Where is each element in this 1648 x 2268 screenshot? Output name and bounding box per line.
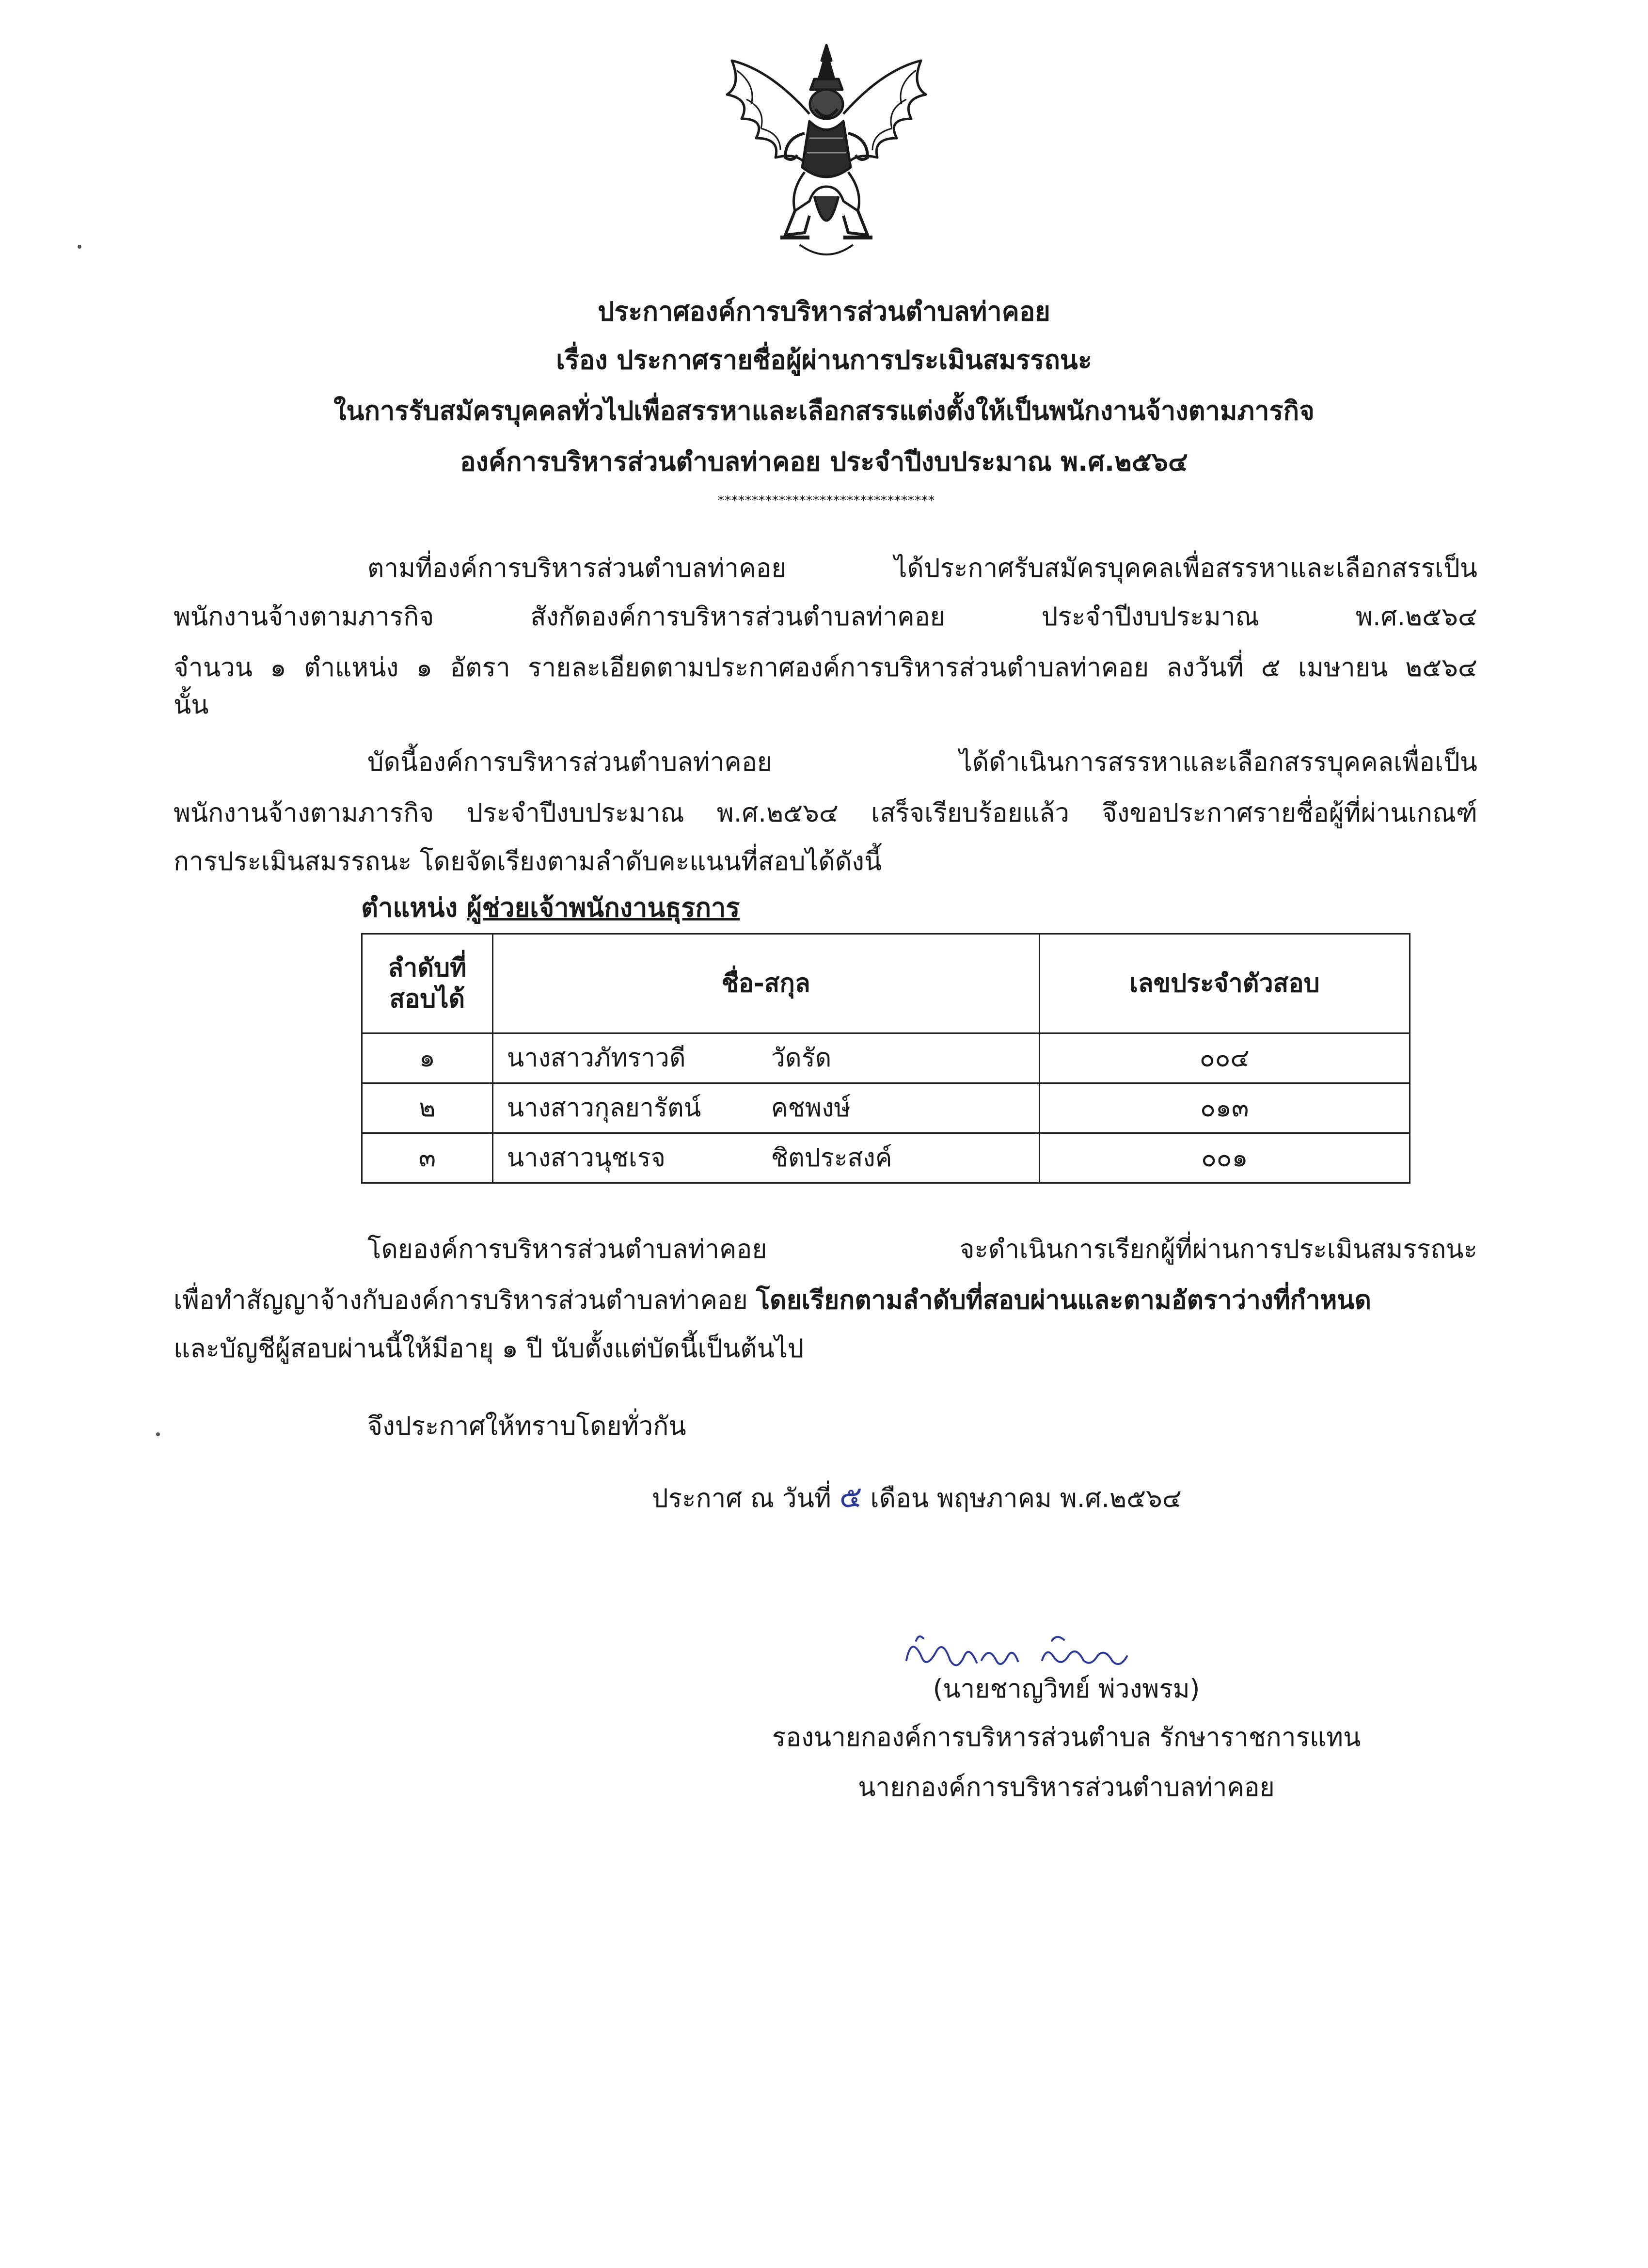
p1-line-1: ตามที่องค์การบริหารส่วนตำบลท่าคอย ได้ประกาศรับสมัครบุคคลเพื่อสรรหาและเลือกสรรเป็น: [367, 554, 1477, 583]
header-fiscal: องค์การบริหารส่วนตำบลท่าคอย ประจำปีงบประมาณ พ.ศ.๒๕๖๔: [460, 446, 1188, 477]
name-cell: [492, 1083, 1039, 1133]
first-name: นางสาวนุชเรจ: [507, 1143, 666, 1173]
last-name: ชิตประสงค์: [771, 1143, 892, 1173]
p1-line-3: จำนวน ๑ ตำแหน่ง ๑ อัตรา รายละเอียดตามประกาศองค์การบริหารส่วนตำบลท่าคอย ลงวันที่ ๕ เมษายน ๒๕๖๔: [174, 653, 1477, 682]
signer-name: (นายชาญวิทย์ พ่วงพรม): [933, 1674, 1200, 1704]
p2-line-3: การประเมินสมรรถนะ โดยจัดเรียงตามลำดับคะแนนที่สอบได้ดังนี้: [174, 847, 882, 876]
header-subject: เรื่อง ประกาศรายชื่อผู้ผ่านการประเมินสมรรถนะ: [556, 345, 1092, 375]
header-rank: [362, 934, 493, 1033]
announce-day: ๕: [839, 1479, 862, 1514]
closing-line: จึงประกาศให้ทราบโดยทั่วกัน: [367, 1412, 686, 1441]
p1-line-2: พนักงานจ้างตามภารกิจ สังกัดองค์การบริหารส่วนตำบลท่าคอย ประจำปีงบประมาณ พ.ศ.๒๕๖๔: [174, 602, 1477, 632]
scan-speck: [78, 245, 81, 249]
p3-line-2-bold: โดยเรียกตามลำดับที่สอบผ่านและตามอัตราว่างที่กำหนด: [756, 1285, 1372, 1315]
announce-date: [652, 1479, 1282, 1514]
p3-line-2: [174, 1286, 1477, 1315]
position-line: [361, 893, 740, 922]
exam-id-cell: ๐๐๔: [1039, 1033, 1410, 1083]
table-row: [362, 1033, 1410, 1083]
position-label: ตำแหน่ง: [361, 892, 458, 923]
position-name: ผู้ช่วยเจ้าพนักงานธุรการ: [466, 892, 740, 923]
table-header-row: [362, 934, 1410, 1033]
announce-prefix: ประกาศ ณ วันที่: [652, 1484, 840, 1513]
scan-speck: [156, 1432, 160, 1436]
p2-line-1: บัดนี้องค์การบริหารส่วนตำบลท่าคอย ได้ดำเนินการสรรหาและเลือกสรรบุคคลเพื่อเป็น: [367, 747, 1477, 777]
header-rank-line-2: สอบได้: [389, 984, 465, 1014]
header-name: ชื่อ-สกุล: [492, 934, 1039, 1033]
header-divider: ********************************: [718, 493, 935, 508]
p3-line-3: และบัญชีผู้สอบผ่านนี้ให้มีอายุ ๑ ปี นับตั้งแต่บัดนี้เป็นต้นไป: [174, 1334, 804, 1364]
table-row: [362, 1133, 1410, 1183]
name-cell: [492, 1133, 1039, 1183]
table-row: [362, 1083, 1410, 1133]
signer-title-1: รองนายกองค์การบริหารส่วนตำบล รักษาราชการแทน: [772, 1723, 1361, 1752]
exam-id-cell: ๐๐๑: [1039, 1133, 1410, 1183]
rank-cell: ๑: [362, 1033, 493, 1083]
p1-line-4: นั้น: [174, 690, 209, 720]
header-rank-line-1: ลำดับที่: [388, 953, 467, 983]
p3-line-2-normal: เพื่อทำสัญญาจ้างกับองค์การบริหารส่วนตำบลท่าคอย: [174, 1285, 756, 1315]
garuda-emblem-icon: [713, 41, 940, 269]
last-name: คชพงษ์: [771, 1094, 851, 1123]
exam-id-cell: ๐๑๓: [1039, 1083, 1410, 1133]
announce-suffix: เดือน พฤษภาคม พ.ศ.๒๕๖๔: [862, 1484, 1182, 1513]
p2-line-2: พนักงานจ้างตามภารกิจ ประจำปีงบประมาณ พ.ศ.๒๕๖๔ เสร็จเรียบร้อยแล้ว จึงขอประกาศรายชื่อผู้ที่ผ่านเกณฑ์: [174, 798, 1477, 828]
header-org: ประกาศองค์การบริหารส่วนตำบลท่าคอย: [598, 296, 1050, 327]
first-name: นางสาวภัทราวดี: [507, 1044, 686, 1073]
name-cell: [492, 1033, 1039, 1083]
header-purpose: ในการรับสมัครบุคคลทั่วไปเพื่อสรรหาและเลือกสรรแต่งตั้งให้เป็นพนักงานจ้างตามภารกิจ: [333, 396, 1315, 426]
rank-cell: ๓: [362, 1133, 493, 1183]
results-table: [361, 933, 1410, 1184]
rank-cell: ๒: [362, 1083, 493, 1133]
first-name: นางสาวกุลยารัตน์: [507, 1094, 701, 1123]
header-exam-id: เลขประจำตัวสอบ: [1039, 934, 1410, 1033]
p3-line-1: โดยองค์การบริหารส่วนตำบลท่าคอย จะดำเนินการเรียกผู้ที่ผ่านการประเมินสมรรถนะ: [367, 1235, 1477, 1264]
signer-title-2: นายกองค์การบริหารส่วนตำบลท่าคอย: [858, 1773, 1275, 1802]
last-name: วัดรัด: [771, 1044, 832, 1073]
